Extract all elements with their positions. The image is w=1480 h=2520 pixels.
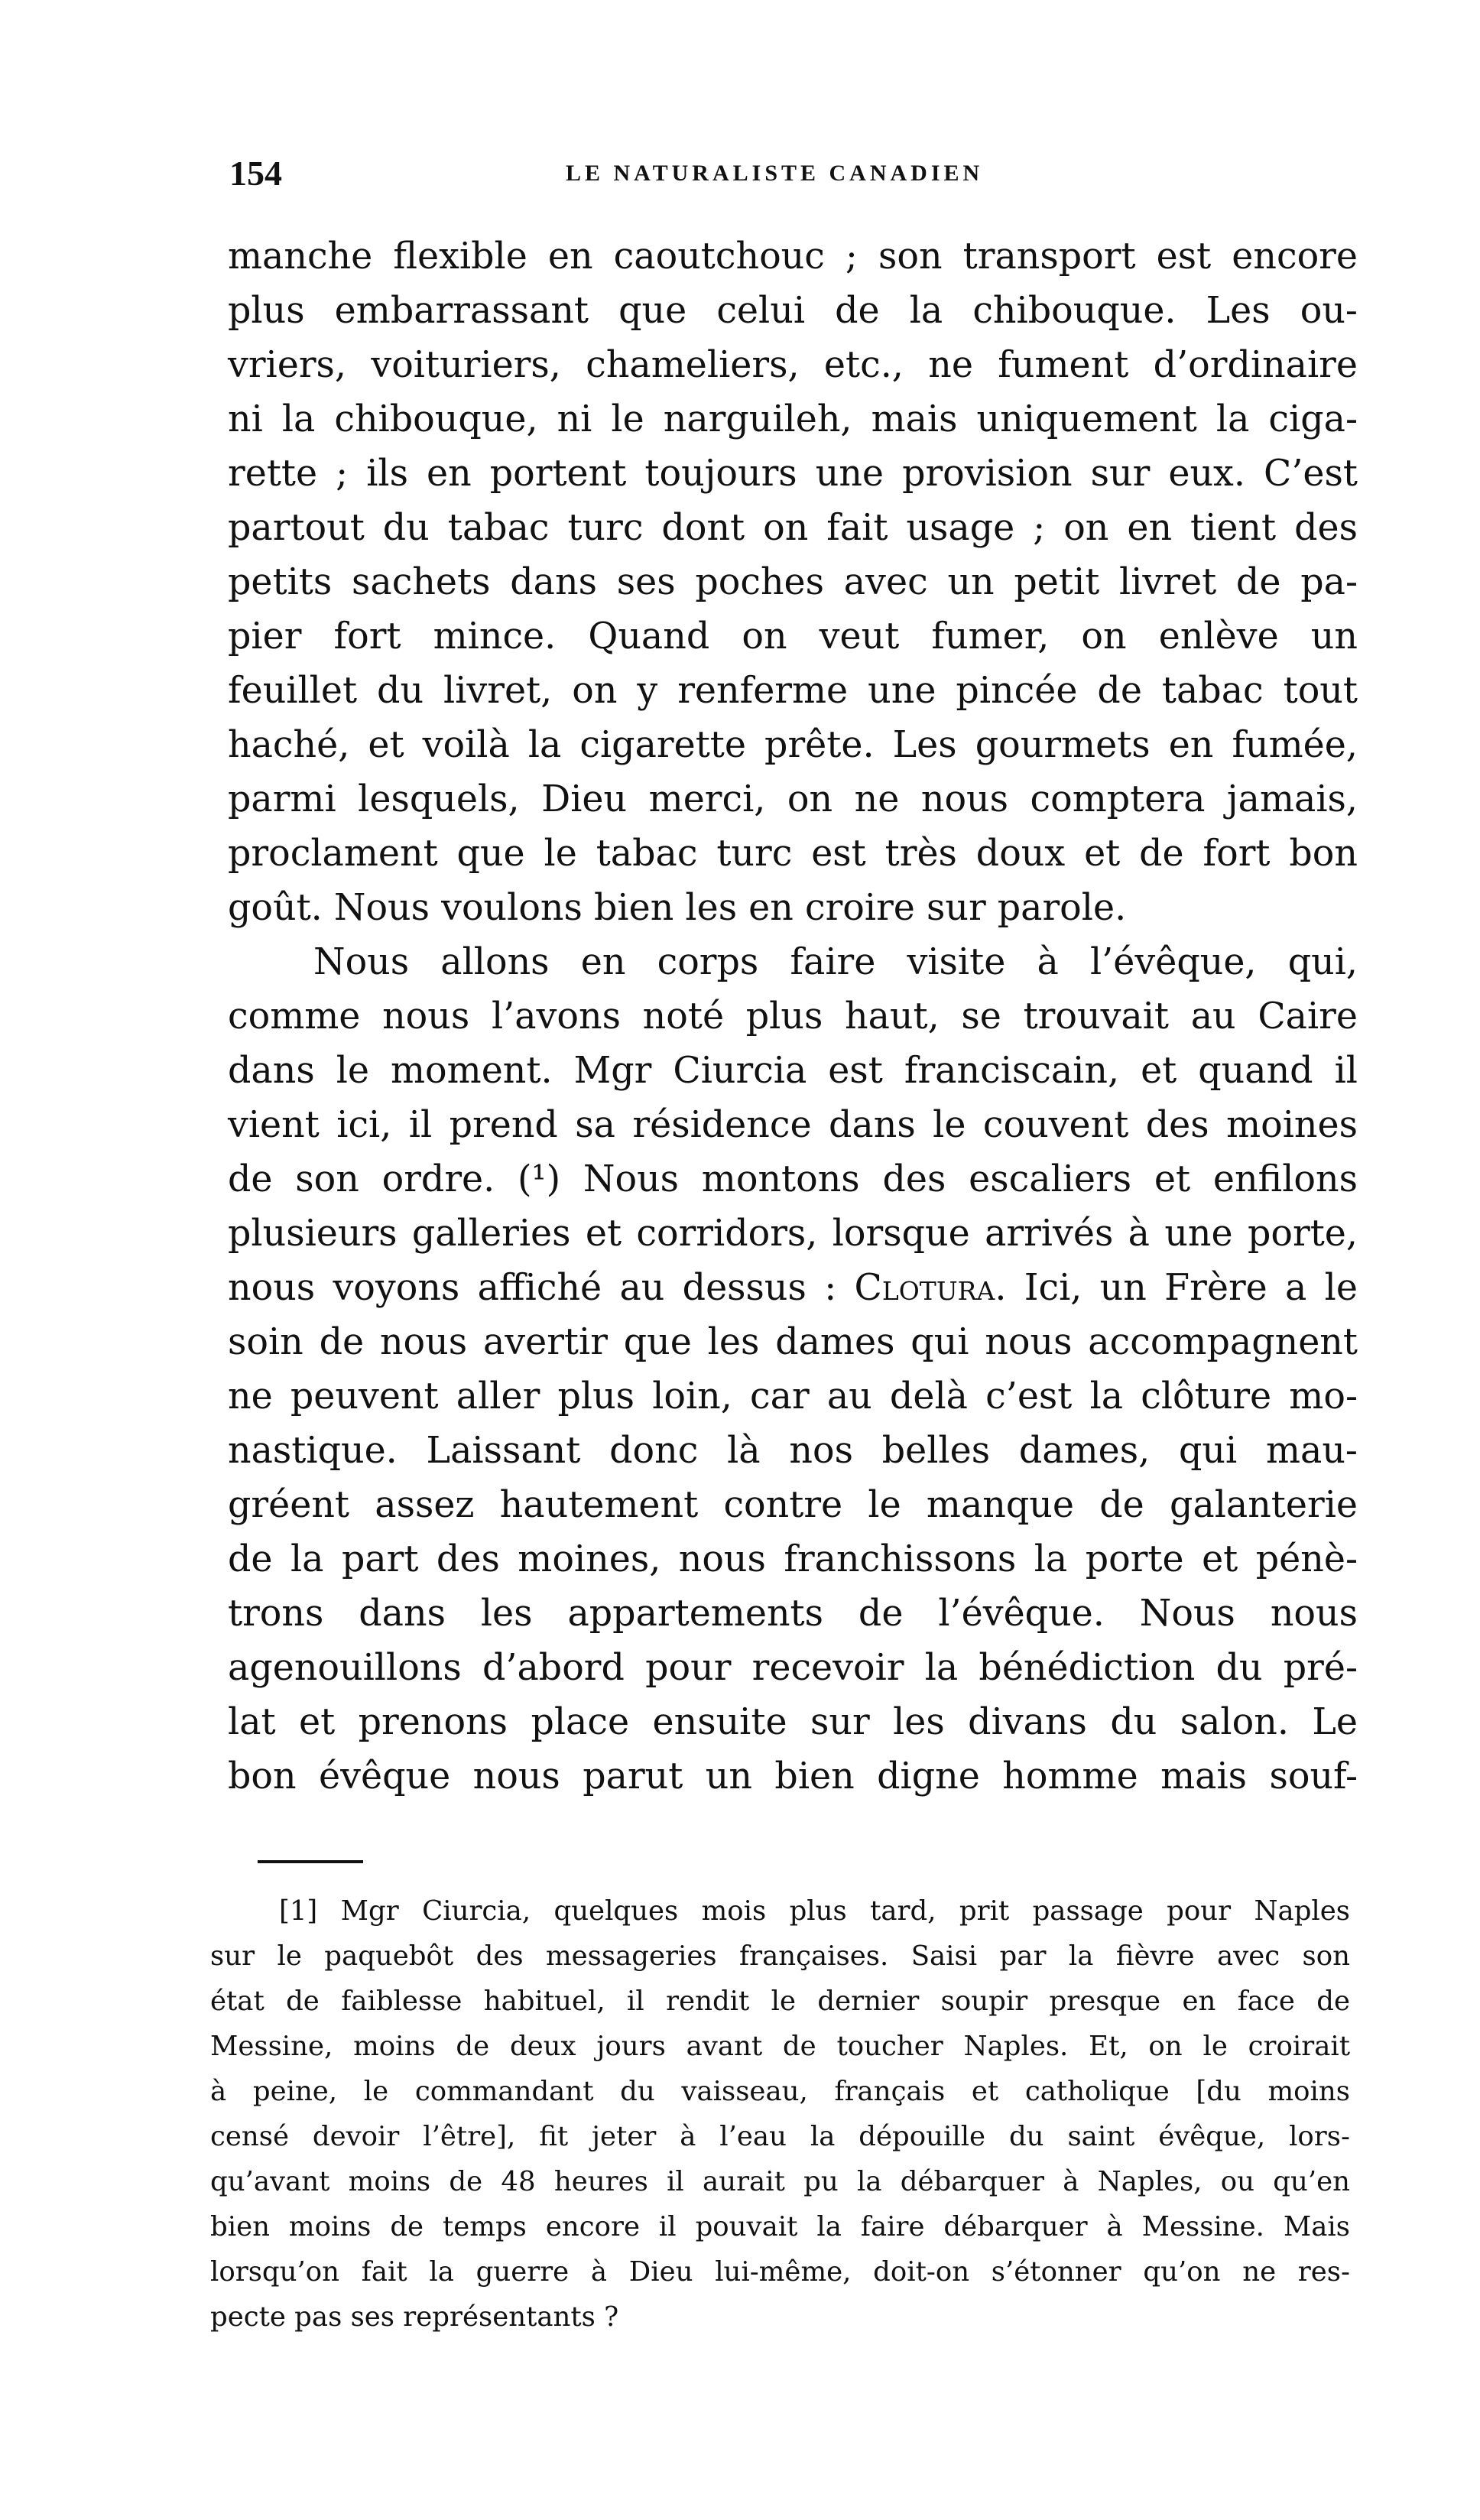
text-line: agenouillons d’abord pour recevoir la bénédiction du pré- (228, 1647, 1358, 1689)
footnote-line: lorsqu’on fait la guerre à Dieu lui-même, doit-on s’étonner qu’on ne res- (210, 2256, 1350, 2288)
footnote-line: pecte pas ses représentants ? (210, 2301, 619, 2333)
text-line: vient ici, il prend sa résidence dans le couvent des moines (228, 1104, 1358, 1146)
footnote-line: à peine, le commandant du vaisseau, français et catholique [du moins (210, 2076, 1350, 2107)
text-line: bon évêque nous parut un bien digne homme mais souf- (228, 1755, 1358, 1797)
text-line: goût. Nous voulons bien les en croire sur parole. (228, 887, 1127, 929)
footnote-line: [1] Mgr Ciurcia, quelques mois plus tard, prit passage pour Naples (279, 1895, 1350, 1927)
paragraph-1 (228, 229, 1358, 935)
footnote-line: qu’avant moins de 48 heures il aurait pu la débarquer à Naples, ou qu’en (210, 2166, 1350, 2197)
footnote-divider (258, 1860, 363, 1863)
text-line: plusieurs galleries et corridors, lorsque arrivés à une porte, (228, 1213, 1358, 1255)
text-line: Nous allons en corps faire visite à l’évêque, qui, (313, 941, 1358, 983)
text-line: parmi lesquels, Dieu merci, on ne nous comptera jamais, (228, 778, 1358, 820)
footnote-line: état de faiblesse habituel, il rendit le dernier soupir presque en face de (210, 1986, 1350, 2017)
clotura-word: Clotura (854, 1267, 995, 1309)
main-text (228, 229, 1358, 1804)
text-line: gréent assez hautement contre le manque de galanterie (228, 1484, 1358, 1526)
text-line: soin de nous avertir que les dames qui nous accompagnent (228, 1321, 1358, 1363)
text-line: manche flexible en caoutchouc ; son transport est encore (228, 235, 1358, 278)
footnote (210, 1888, 1350, 2340)
text-line: ni la chibouque, ni le narguileh, mais uniquement la ciga- (228, 398, 1358, 440)
text-line: petits sachets dans ses poches avec un petit livret de pa- (228, 561, 1358, 603)
text-line: proclament que le tabac turc est très doux et de fort bon (228, 833, 1358, 875)
footnote-line: censé devoir l’être], fit jeter à l’eau la dépouille du saint évêque, lors- (210, 2121, 1350, 2152)
text-line: de son ordre. (¹) Nous montons des escaliers et enfilons (228, 1158, 1358, 1200)
footnote-line: Messine, moins de deux jours avant de toucher Naples. Et, on le croirait (210, 2031, 1350, 2062)
page-number: 154 (229, 154, 282, 193)
text-segment: nous voyons affiché au dessus : (228, 1267, 855, 1309)
text-line: ne peuvent aller plus loin, car au delà c’est la clôture mo- (228, 1375, 1358, 1418)
text-line: plus embarrassant que celui de la chibouque. Les ou- (228, 290, 1358, 332)
text-line: haché, et voilà la cigarette prête. Les gourmets en fumée, (228, 724, 1358, 766)
text-line: comme nous l’avons noté plus haut, se trouvait au Caire (228, 995, 1358, 1038)
text-line: feuillet du livret, on y renferme une pincée de tabac tout (228, 670, 1358, 712)
footnote-line: bien moins de temps encore il pouvait la faire débarquer à Messine. Mais (210, 2211, 1350, 2242)
text-line: dans le moment. Mgr Ciurcia est franciscain, et quand il (228, 1050, 1358, 1092)
text-line: trons dans les appartements de l’évêque. Nous nous (228, 1593, 1358, 1635)
text-line: partout du tabac turc dont on fait usage ; on en tient des (228, 507, 1358, 549)
running-head: LE NATURALISTE CANADIEN (566, 161, 984, 186)
text-line: pier fort mince. Quand on veut fumer, on enlève un (228, 615, 1358, 658)
text-line: rette ; ils en portent toujours une provision sur eux. C’est (228, 453, 1358, 495)
text-segment: . Ici, un Frère a le (995, 1267, 1358, 1309)
text-line-clotura (228, 1261, 1358, 1315)
paragraph-2 (228, 935, 1358, 1804)
footnote-line: sur le paquebôt des messageries françaises. Saisi par la fièvre avec son (210, 1940, 1350, 1972)
page-header (229, 153, 1358, 199)
text-line: nastique. Laissant donc là nos belles dames, qui mau- (228, 1430, 1358, 1472)
text-line: lat et prenons place ensuite sur les divans du salon. Le (228, 1701, 1358, 1743)
text-line: vriers, voituriers, chameliers, etc., ne fument d’ordinaire (228, 344, 1358, 386)
text-line: de la part des moines, nous franchissons la porte et pénè- (228, 1538, 1358, 1580)
